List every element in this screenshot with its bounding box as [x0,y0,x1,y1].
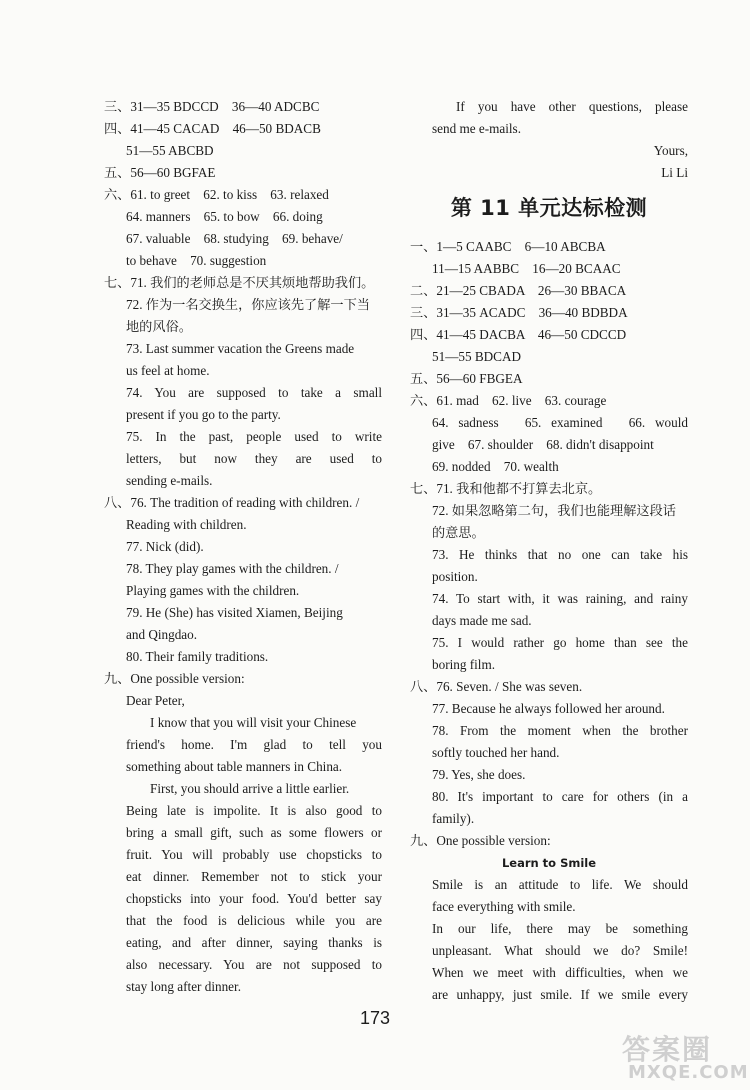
text-line: softly touched her hand. [432,745,560,760]
watermark-line2: MXQE.COM [628,1062,749,1083]
text-line: eating, and after dinner, saying thanks is [126,935,382,950]
text-line: present if you go to the party. [126,407,281,422]
text-line: send me e-mails. [432,121,521,136]
text-line: letters, but now they are used to [126,451,382,466]
text-line: 73. Last summer vacation the Greens made [126,341,355,356]
text-line: 11—15 AABBC 16—20 BCAAC [432,261,621,276]
text-line: stay long after dinner. [126,979,241,994]
text-line: 78. From the moment when the brother [432,723,688,738]
text-line: Reading with children. [126,517,247,532]
text-line: 地的风俗。 [126,319,192,334]
text-line: Being late is impolite. It is also good to [126,803,382,818]
text-line: 八、76. The tradition of reading with children. / [104,495,360,510]
text-line: 51—55 BDCAD [432,349,522,364]
text-line: Playing games with the children. [126,583,300,598]
text-line: 75. I would rather go home than see the [432,635,688,650]
text-line: 64. sadness 65. examined 66. would [432,415,688,430]
text-line: boring film. [432,657,496,672]
text-line: Learn to Smile [501,856,597,870]
text-line: and Qingdao. [126,627,198,642]
text-line: that the food is delicious while you are [126,913,382,928]
text-line: 五、56—60 BGFAE [104,165,216,180]
text-line: 四、41—45 CACAD 46—50 BDACB [104,121,321,136]
text-line: 二、21—25 CBADA 26—30 BBACA [410,283,627,298]
text-line: family). [432,811,475,826]
unit-11-answers [410,236,688,1006]
text-line: fruit. You will probably use chopsticks to [126,847,382,862]
text-line: 78. They play games with the children. / [126,561,339,576]
text-line: 51—55 ABCBD [126,143,214,158]
text-line: When we meet with difficulties, when we [432,965,688,980]
left-column [104,96,382,998]
page-number: 173 [359,1008,391,1028]
text-line: I know that you will visit your Chinese [150,715,357,730]
text-line: 的意思。 [432,525,485,540]
text-line: 73. He thinks that no one can take his [432,547,688,562]
text-line: 一、1—5 CAABC 6—10 ABCBA [410,239,606,254]
text-line: 69. nodded 70. wealth [432,459,559,474]
text-line: 64. manners 65. to bow 66. doing [126,209,323,224]
letter-closing [410,96,688,184]
unit-title: 第 11 单元达标检测 [450,196,648,220]
text-line: 80. It's important to care for others (in a [432,789,688,804]
text-line: something about table manners in China. [126,759,343,774]
text-line: 67. valuable 68. studying 69. behave/ [126,231,343,246]
text-line: 74. To start with, it was raining, and rainy [432,591,688,606]
text-line: If you have other questions, please [456,99,688,114]
text-line: 79. Yes, she does. [432,767,526,782]
text-line: to behave 70. suggestion [126,253,267,268]
text-line: 七、71. 我们的老师总是不厌其烦地帮助我们。 [104,275,375,290]
text-line: us feel at home. [126,363,210,378]
text-line: 六、61. to greet 62. to kiss 63. relaxed [104,187,329,202]
text-line: 四、41—45 DACBA 46—50 CDCCD [410,327,627,342]
text-line: chopsticks into your food. You'd better say [126,891,382,906]
text-line: 三、31—35 ACADC 36—40 BDBDA [410,305,628,320]
text-line: bring a small gift, such as some flowers or [126,825,382,840]
text-line: 八、76. Seven. / She was seven. [410,679,583,694]
text-line: 79. He (She) has visited Xiamen, Beijing [126,605,343,620]
text-line: are unhappy, just smile. If we smile every [432,987,688,1002]
watermark-logo [618,1028,749,1088]
text-line: First, you should arrive a little earlier. [150,781,350,796]
text-line: 九、One possible version: [104,671,245,686]
text-line: 72. 作为一名交换生，你应该先了解一下当 [126,297,370,312]
text-line: days made me sad. [432,613,532,628]
watermark-line1: 答案圈 [622,1033,713,1066]
text-line: 77. Nick (did). [126,539,204,554]
text-line: 三、31—35 BDCCD 36—40 ADCBC [104,99,320,114]
text-line: unpleasant. What should we do? Smile! [432,943,688,958]
text-line: 七、71. 我和他都不打算去北京。 [410,481,602,496]
text-line: Smile is an attitude to life. We should [432,877,688,892]
text-line: 五、56—60 FBGEA [410,371,523,386]
text-line: sending e-mails. [126,473,213,488]
text-line: eat dinner. Remember not to stick your [126,869,382,884]
text-line: position. [432,569,478,584]
text-line: face everything with smile. [432,899,576,914]
text-line: Li Li [661,165,688,180]
text-line: 77. Because he always followed her around. [432,701,665,716]
text-line: friend's home. I'm glad to tell you [126,737,382,752]
text-line: also necessary. You are not supposed to [126,957,382,972]
right-column [410,96,688,1006]
text-line: 80. Their family traditions. [126,649,269,664]
text-line: 75. In the past, people used to write [126,429,382,444]
text-line: 九、One possible version: [410,833,551,848]
text-line: 74. You are supposed to take a small [126,385,382,400]
text-line: Yours, [653,143,688,158]
text-line: 72. 如果忽略第二句，我们也能理解这段话 [432,503,676,518]
text-line: In our life, there may be something [432,921,688,936]
text-line: Dear Peter, [126,693,185,708]
text-line: 六、61. mad 62. live 63. courage [410,393,607,408]
text-line: give 67. shoulder 68. didn't disappoint [432,437,654,452]
